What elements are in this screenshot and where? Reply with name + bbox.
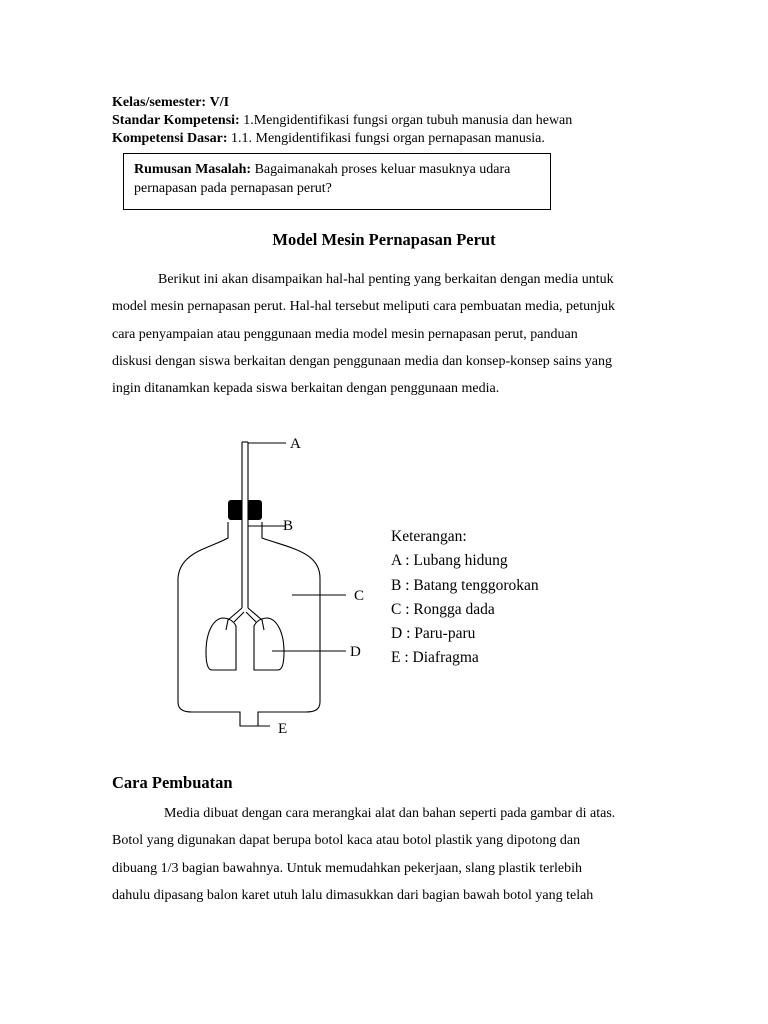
legend-item-b: B : Batang tenggorokan — [391, 576, 539, 594]
section-line-4: dahulu dipasang balon karet utuh lalu dimasukkan dari bagian bawah botol yang telah — [112, 887, 594, 903]
section-paragraph — [112, 800, 657, 909]
section-line-2: Botol yang digunakan dapat berupa botol kaca atau botol plastik yang dipotong dan — [112, 833, 581, 849]
intro-paragraph — [112, 266, 657, 402]
kompetensi-dasar-line — [112, 130, 572, 148]
legend-item-e: E : Diafragma — [391, 649, 479, 667]
section-line-3: dibuang 1/3 bagian bawahnya. Untuk memudahkan pekerjaan, slang plastik terlebih — [112, 860, 583, 876]
kd-label: Kompetensi Dasar: — [112, 131, 228, 146]
sk-label: Standar Kompetensi: — [112, 113, 240, 128]
intro-line-3: cara penyampaian atau penggunaan media model mesin pernapasan perut, panduan — [112, 326, 578, 342]
problem-text-2: pernapasan pada pernapasan perut? — [134, 181, 332, 196]
section-heading: Cara Pembuatan — [112, 773, 233, 792]
problem-box — [123, 153, 551, 210]
intro-line-5: ingin ditanamkan kepada siswa berkaitan dengan penggunaan media. — [112, 381, 500, 397]
label-b: B — [283, 518, 294, 534]
left-lung — [206, 618, 236, 670]
intro-line-1: Berikut ini akan disampaikan hal-hal penting yang berkaitan dengan media untuk — [158, 272, 614, 287]
legend-item-a: A : Lubang hidung — [391, 552, 508, 570]
kelas-label: Kelas/semester: — [112, 95, 207, 110]
document-header — [112, 94, 572, 148]
right-lung — [254, 618, 284, 670]
sk-value: 1.Mengidentifikasi fungsi organ tubuh manusia dan hewan — [243, 113, 573, 128]
standar-kompetensi-line — [112, 112, 572, 130]
legend-title: Keterangan: — [391, 528, 467, 545]
kd-value: 1.1. Mengidentifikasi fungsi organ pernapasan manusia. — [231, 131, 545, 146]
problem-label: Rumusan Masalah: — [134, 162, 252, 177]
label-c: C — [354, 588, 365, 604]
label-d: D — [350, 644, 361, 660]
bottle-outline — [178, 522, 320, 726]
section-line-1: Media dibuat dengan cara merangkai alat dan bahan seperti pada gambar di atas. — [164, 806, 616, 821]
legend-item-d: D : Paru-paru — [391, 625, 476, 643]
intro-line-2: model mesin pernapasan perut. Hal-hal tersebut meliputi cara pembuatan media, petunjuk — [112, 299, 616, 315]
kelas-value: V/I — [209, 95, 230, 110]
diagram-legend — [391, 525, 539, 671]
problem-text-1: Bagaimanakah proses keluar masuknya udara — [254, 162, 511, 177]
kelas-line — [112, 94, 572, 112]
legend-item-c: C : Rongga dada — [391, 600, 495, 618]
label-e: E — [278, 721, 288, 737]
label-a: A — [290, 436, 301, 452]
page-title: Model Mesin Pernapasan Perut — [272, 230, 496, 249]
intro-line-4: diskusi dengan siswa berkaitan dengan penggunaan media dan konsep-konsep sains yang — [112, 353, 612, 369]
